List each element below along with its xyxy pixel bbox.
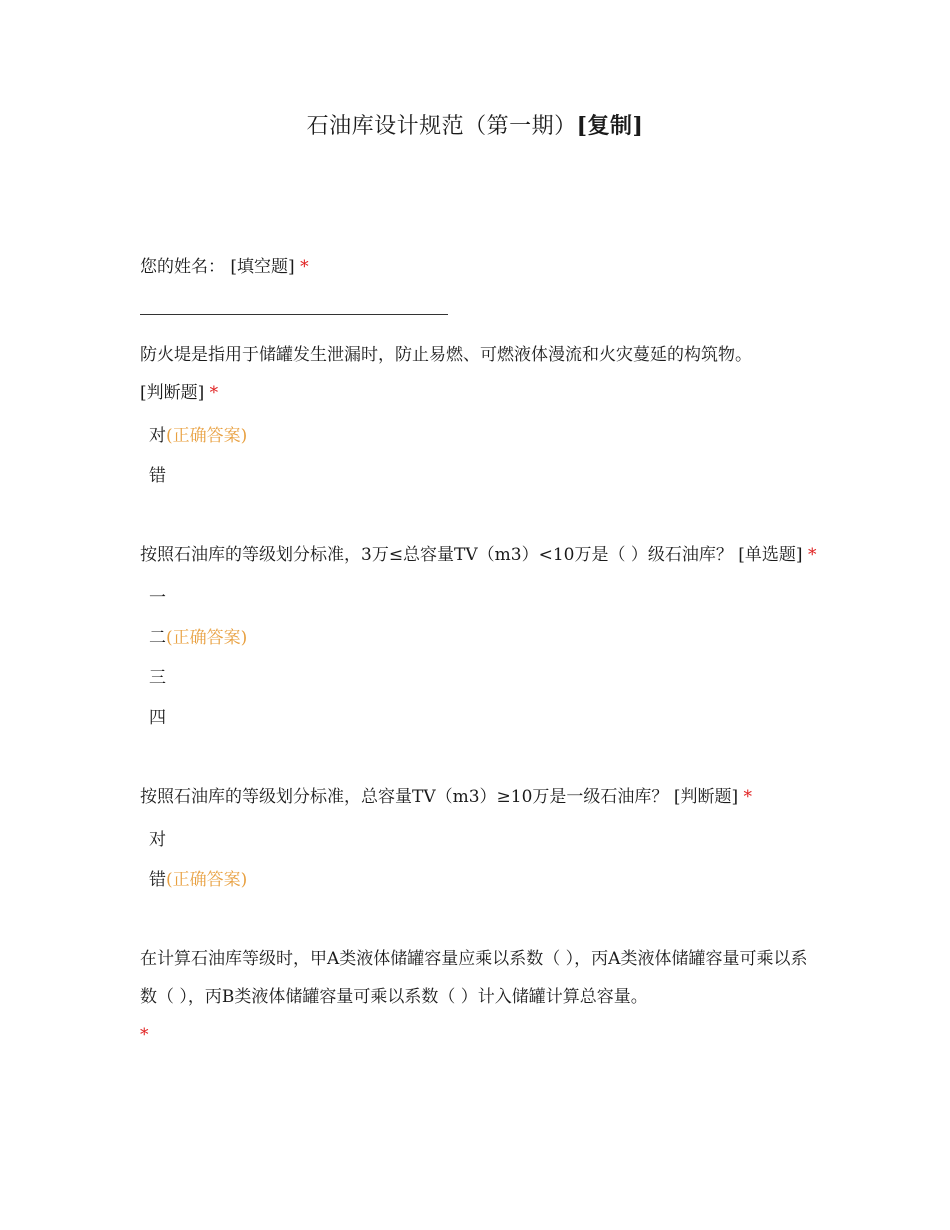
survey-content [140,248,820,1054]
required-mark: * [743,787,753,807]
question-stem: 按照石油库的等级划分标准，3万≤总容量TV（m3）<10万是（ ）级石油库？ [140,545,733,565]
option-label: 四 [149,708,166,728]
question-text [140,248,820,286]
question-text [140,336,820,412]
required-mark: * [209,383,219,403]
option-list [140,416,820,496]
question-type-label: [判断题] [673,787,739,807]
option-label: 二 [149,628,166,648]
option-label: 错 [149,870,166,890]
required-mark: * [807,545,817,565]
question-type-label: [填空题] [230,257,295,277]
correct-answer-tag: (正确答案) [166,426,248,446]
correct-answer-tag: (正确答案) [166,870,248,890]
option-label: 对 [149,830,166,850]
question-firedike [140,336,820,496]
question-stem: 按照石油库的等级划分标准，总容量TV（m3）≥10万是一级石油库？ [140,787,669,807]
question-text [140,940,820,1054]
question-text [140,778,820,816]
title-suffix: [复制] [576,113,644,139]
question-text [140,536,820,574]
title-text: 石油库设计规范（第一期） [306,114,577,139]
option-item[interactable] [140,658,820,698]
correct-answer-tag: (正确答案) [166,628,248,648]
option-item[interactable] [140,578,820,618]
question-level-grade [140,536,820,738]
question-name [140,248,820,315]
option-item[interactable] [140,416,820,456]
option-label: 一 [149,588,166,608]
option-item[interactable] [140,456,820,496]
option-label: 三 [149,668,166,688]
question-type-label: [判断题] [140,383,205,403]
option-list [140,578,820,738]
option-label: 错 [149,466,166,486]
required-mark: * [140,1025,149,1045]
option-list [140,820,820,900]
question-type-label: [单选题] [738,545,803,565]
question-first-grade [140,778,820,900]
option-label: 对 [149,426,166,446]
option-item[interactable] [140,618,820,658]
question-stem: 您的姓名： [140,257,225,277]
option-item[interactable] [140,860,820,900]
question-coefficients [140,940,820,1054]
option-item[interactable] [140,820,820,860]
option-item[interactable] [140,698,820,738]
question-stem: 防火堤是指用于储罐发生泄漏时，防止易燃、可燃液体漫流和火灾蔓延的构筑物。 [140,345,752,365]
page-title [0,110,950,143]
question-stem: 在计算石油库等级时，甲A类液体储罐容量应乘以系数（ ），丙A类液体储罐容量可乘以系数（ ），丙B类液体储罐容量可乘以系数（ ）计入储罐计算总容量。 [140,949,808,1007]
fill-blank-line[interactable] [140,314,448,315]
required-mark: * [300,257,309,277]
